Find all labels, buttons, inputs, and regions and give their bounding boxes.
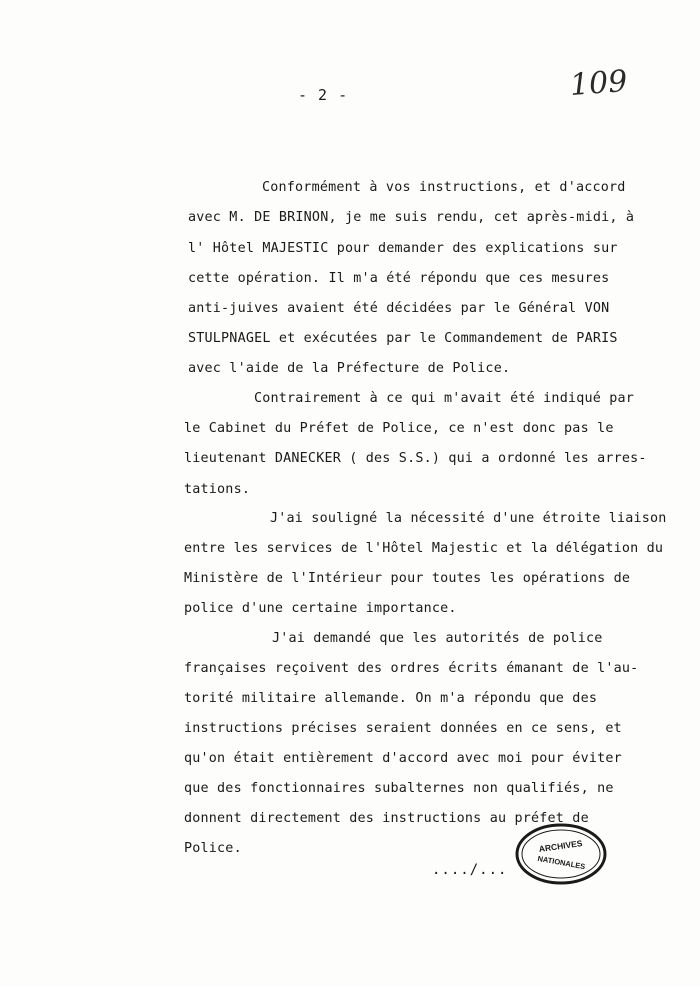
archives-nationales-stamp xyxy=(515,823,607,885)
body-line: que des fonctionnaires subalternes non qualifiés, ne xyxy=(184,781,614,796)
body-line: J'ai demandé que les autorités de police xyxy=(272,631,603,646)
body-line: Ministère de l'Intérieur pour toutes les opérations de xyxy=(184,571,631,586)
continuation-marker: ..../... xyxy=(432,862,508,878)
stamp-seal-icon xyxy=(515,823,607,885)
body-line: torité militaire allemande. On m'a répondu que des xyxy=(184,691,598,706)
page-number: - 2 - xyxy=(298,86,349,104)
body-line: entre les services de l'Hôtel Majestic et la délégation du xyxy=(184,541,664,556)
body-line: avec l'aide de la Préfecture de Police. xyxy=(188,361,511,376)
body-line: françaises reçoivent des ordres écrits émanant de l'au- xyxy=(184,661,639,676)
body-line: instructions précises seraient données en ce sens, et xyxy=(184,721,622,736)
body-line: Conformément à vos instructions, et d'accord xyxy=(262,180,626,195)
body-line: donnent directement des instructions au préfet de xyxy=(184,811,589,826)
body-line: anti-juives avaient été décidées par le Général VON xyxy=(188,301,610,316)
body-line: lieutenant DANECKER ( des S.S.) qui a ordonné les arres- xyxy=(184,451,647,466)
body-line: tations. xyxy=(184,482,251,497)
body-line: police d'une certaine importance. xyxy=(184,601,457,616)
body-line: le Cabinet du Préfet de Police, ce n'est donc pas le xyxy=(184,421,614,436)
body-line: l' Hôtel MAJESTIC pour demander des explications sur xyxy=(188,241,618,256)
handwritten-folio-number: 109 xyxy=(568,64,629,103)
body-line: STULPNAGEL et exécutées par le Commandement de PARIS xyxy=(188,331,618,346)
body-line: J'ai souligné la nécessité d'une étroite liaison xyxy=(270,511,667,526)
stamp-top-text: ARCHIVES xyxy=(538,838,584,855)
body-line: cette opération. Il m'a été répondu que ces mesures xyxy=(188,271,610,286)
body-line: Contrairement à ce qui m'avait été indiqué par xyxy=(254,391,635,406)
body-line: qu'on était entièrement d'accord avec moi pour éviter xyxy=(184,751,622,766)
body-line: avec M. DE BRINON, je me suis rendu, cet après-midi, à xyxy=(188,210,635,225)
stamp-bottom-text: NATIONALES xyxy=(536,853,586,872)
body-line: Police. xyxy=(184,841,242,856)
